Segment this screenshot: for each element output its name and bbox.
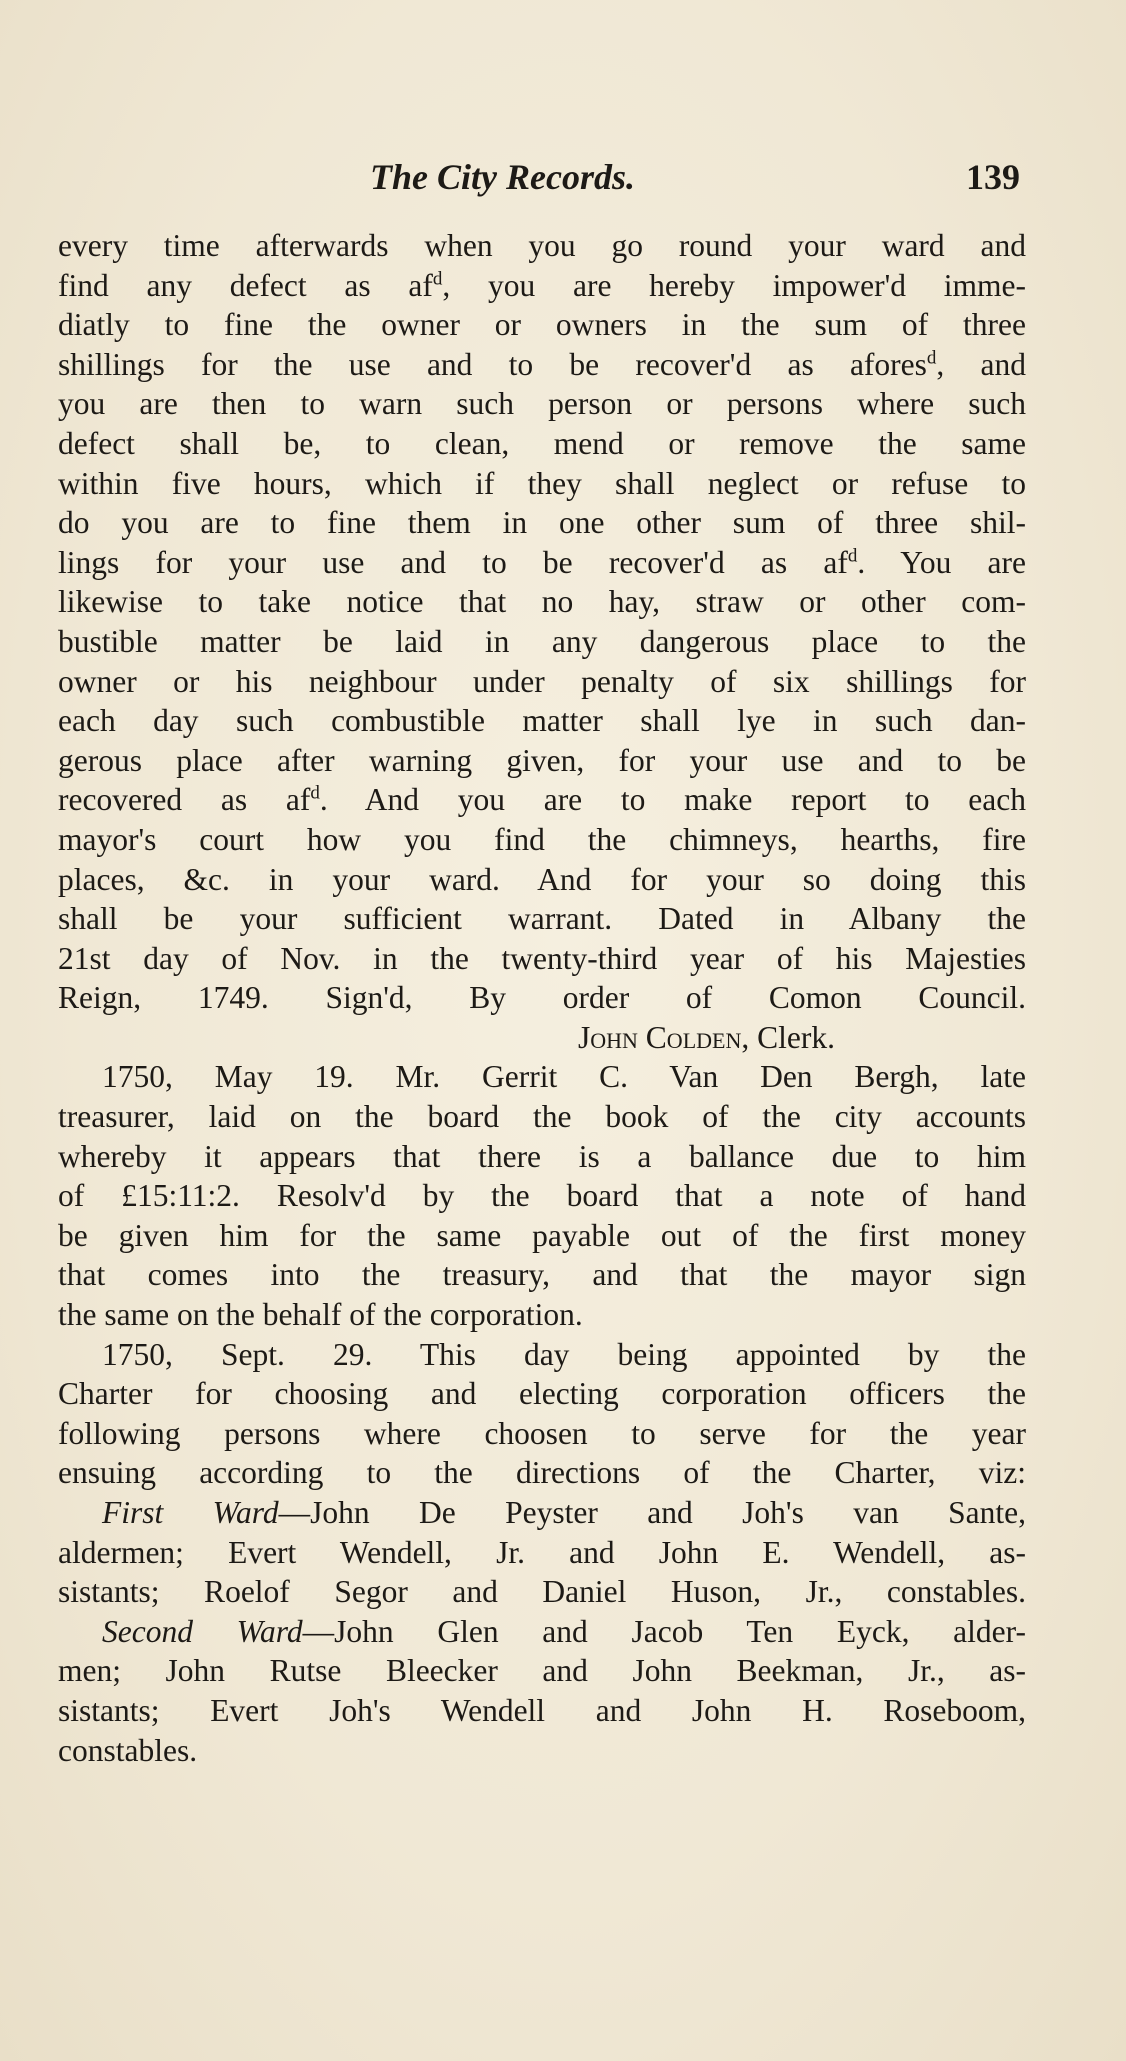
signature-line: John Colden, Clerk. [578,1019,835,1055]
page-header [60,152,1020,202]
text-line: find any defect as $af^d$, you are hereby impower'd imme- [58,267,1026,303]
paragraph-end: constables. [58,1732,198,1768]
text-line: shall be your sufficient warrant. Dated in Albany the [58,901,1026,937]
running-title: The City Records. [370,157,635,197]
text-line: aldermen; Evert Wendell, Jr. and John E. Wendell, as- [58,1534,1026,1570]
text-line: each day such combustible matter shall lye in such dan- [58,703,1026,739]
text-line: Reign, 1749. Sign'd, By order of Comon Council. [58,980,1026,1016]
text-line: 21st day of Nov. in the twenty-third year of his Majesties [58,940,1026,976]
text-line: treasurer, laid on the board the book of the city accounts [58,1099,1026,1135]
text-line: whereby it appears that there is a ballance due to him [58,1138,1026,1174]
text-line: sistants; Roelof Segor and Daniel Huson, Jr., constables. [58,1574,1026,1610]
text-line: lings for your use and to be recover'd as $af^d$. You are [58,544,1026,580]
text-line: be given him for the same payable out of the first money [58,1217,1026,1253]
body-text [58,226,1026,1770]
paragraph-start: Second Ward—John Glen and Jacob Ten Eyck, alder- [102,1613,1026,1649]
text-line: you are then to warn such person or persons where such [58,386,1026,422]
ward-heading: First Ward [102,1495,279,1530]
text-line: every time afterwards when you go round your ward and [58,228,1026,263]
ward-heading: Second Ward [102,1613,303,1649]
text-line: sistants; Evert Joh's Wendell and John H. Roseboom, [58,1692,1026,1728]
text-line: bustible matter be laid in any dangerous place to the [58,623,1026,659]
text-line: mayor's court how you find the chimneys, hearths, fire [58,821,1026,857]
paragraph-start: 1750, Sept. 29. This day being appointed by the [102,1336,1026,1372]
text-line: places, &c. in your ward. And for your so doing this [58,861,1026,897]
text-line: shillings for the use and to be recover'd as afores$^d$, and [58,346,1027,382]
text-line: defect shall be, to clean, mend or remove the same [58,425,1026,461]
text-line: that comes into the treasury, and that the mayor sign [58,1257,1026,1293]
paragraph-start: 1750, May 19. Mr. Gerrit C. Van Den Bergh, late [102,1059,1026,1095]
paragraph-start: First Ward—John De Peyster and Joh's van Sante, [102,1495,1027,1530]
text-line: Charter for choosing and electing corporation officers the [58,1376,1026,1412]
text-line: within five hours, which if they shall neglect or refuse to [58,465,1026,501]
text-line: men; John Rutse Bleecker and John Beekman, Jr., as- [58,1653,1026,1689]
signatory-name: John Colden, [578,1019,750,1055]
text-line: gerous place after warning given, for your use and to be [58,742,1026,778]
text-line: owner or his neighbour under penalty of six shillings for [58,663,1026,699]
text-line: ensuing according to the directions of the Charter, viz: [58,1455,1026,1491]
text-line: likewise to take notice that no hay, straw or other com- [58,584,1026,620]
page-number: 139 [966,157,1020,197]
text-line: recovered as $af^d$. And you are to make report to each [58,782,1026,818]
text-line: diatly to fine the owner or owners in the sum of three [58,307,1026,343]
text-line: following persons where choosen to serve for the year [58,1415,1026,1451]
paragraph-end: the same on the behalf of the corporation. [58,1297,583,1333]
text-line: do you are to fine them in one other sum of three shil- [58,505,1026,541]
text-line: of £15:11:2. Resolv'd by the board that a note of hand [58,1178,1026,1214]
